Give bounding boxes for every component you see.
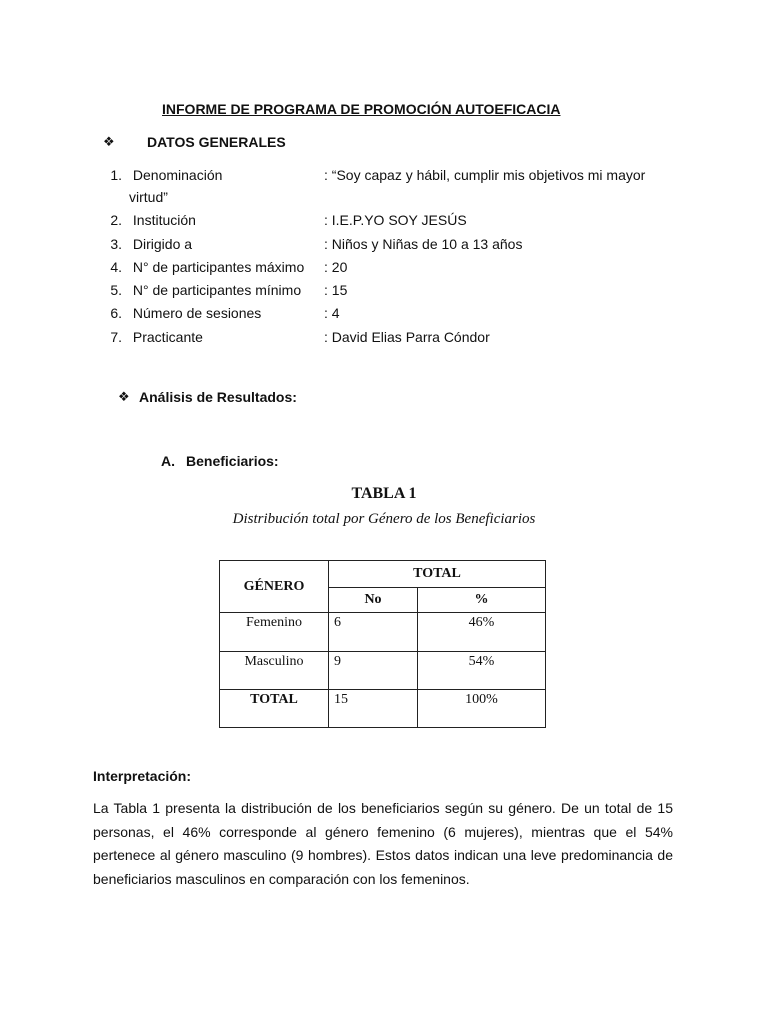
list-item-number: 2. [110,212,122,228]
cell-no: 15 [329,690,418,728]
header-genero: GÉNERO [220,561,329,613]
beneficiarios-heading: Beneficiarios: [186,453,279,469]
analisis-heading: Análisis de Resultados: [139,389,297,405]
list-item-number: 3. [110,236,122,252]
list-item-continuation: virtud” [129,189,168,205]
list-item-label: Practicante [132,329,203,345]
list-item-value: : “Soy capaz y hábil, cumplir mis objetivos mi mayor [324,167,646,183]
list-item-number: 5. [110,282,122,298]
cell-pct: 46% [418,613,546,652]
beneficiarios-table [219,560,546,728]
header-no: No [329,588,418,613]
list-item [100,236,192,252]
list-item-number: 7. [110,329,122,345]
list-item-value: : 15 [324,282,348,298]
list-item-value: : 4 [324,305,340,321]
table-header-row [220,561,546,588]
list-item-label: Institución [132,212,196,228]
table-row-total [220,690,546,728]
diamond-bullet-icon: ❖ [103,134,115,149]
header-total: TOTAL [329,561,546,588]
document-title: INFORME DE PROGRAMA DE PROMOCIÓN AUTOEFICACIA [162,101,561,117]
list-item-value: : I.E.P.YO SOY JESÚS [324,212,467,228]
interpretacion-heading: Interpretación: [93,768,192,784]
table-row [220,652,546,690]
list-item [100,329,203,345]
cell-pct: 100% [418,690,546,728]
list-item-value: : Niños y Niñas de 10 a 13 años [324,236,523,252]
list-item-number: 6. [110,305,122,321]
list-item-label: N° de participantes máximo [132,259,305,275]
list-item [100,305,261,321]
list-item [100,167,222,183]
list-item [100,212,196,228]
datos-generales-heading: DATOS GENERALES [147,134,286,150]
diamond-bullet-icon: ❖ [118,389,130,404]
list-item-number: 1. [110,167,122,183]
list-item [100,282,301,298]
cell-genero: TOTAL [220,690,329,728]
cell-genero: Masculino [220,652,329,690]
cell-no: 9 [329,652,418,690]
list-item [100,259,304,275]
list-item-number: 4. [110,259,122,275]
cell-pct: 54% [418,652,546,690]
list-item-value: : David Elias Parra Cóndor [324,329,490,345]
table-subtitle: Distribución total por Género de los Beneficiarios [232,511,536,527]
list-item-label: Dirigido a [132,236,193,252]
list-item-label: N° de participantes mínimo [132,282,302,298]
list-item-value: : 20 [324,259,348,275]
beneficiarios-marker: A. [161,453,175,469]
table-title: TABLA 1 [351,485,417,502]
header-pct: % [418,588,546,613]
list-item-label: Número de sesiones [132,305,262,321]
table-row [220,613,546,652]
interpretacion-paragraph: La Tabla 1 presenta la distribución de los beneficiarios según su género. De un total de 15 personas, el 46% corresponde al género femenino (6 mujeres), mientras que el 54% pertenece al género masculino (9 hombres). Estos datos indican una leve predominancia de beneficiarios masculinos en comparación con los femeninos. [93,800,673,887]
cell-no: 6 [329,613,418,652]
cell-genero: Femenino [220,613,329,652]
list-item-label: Denominación [132,167,223,183]
